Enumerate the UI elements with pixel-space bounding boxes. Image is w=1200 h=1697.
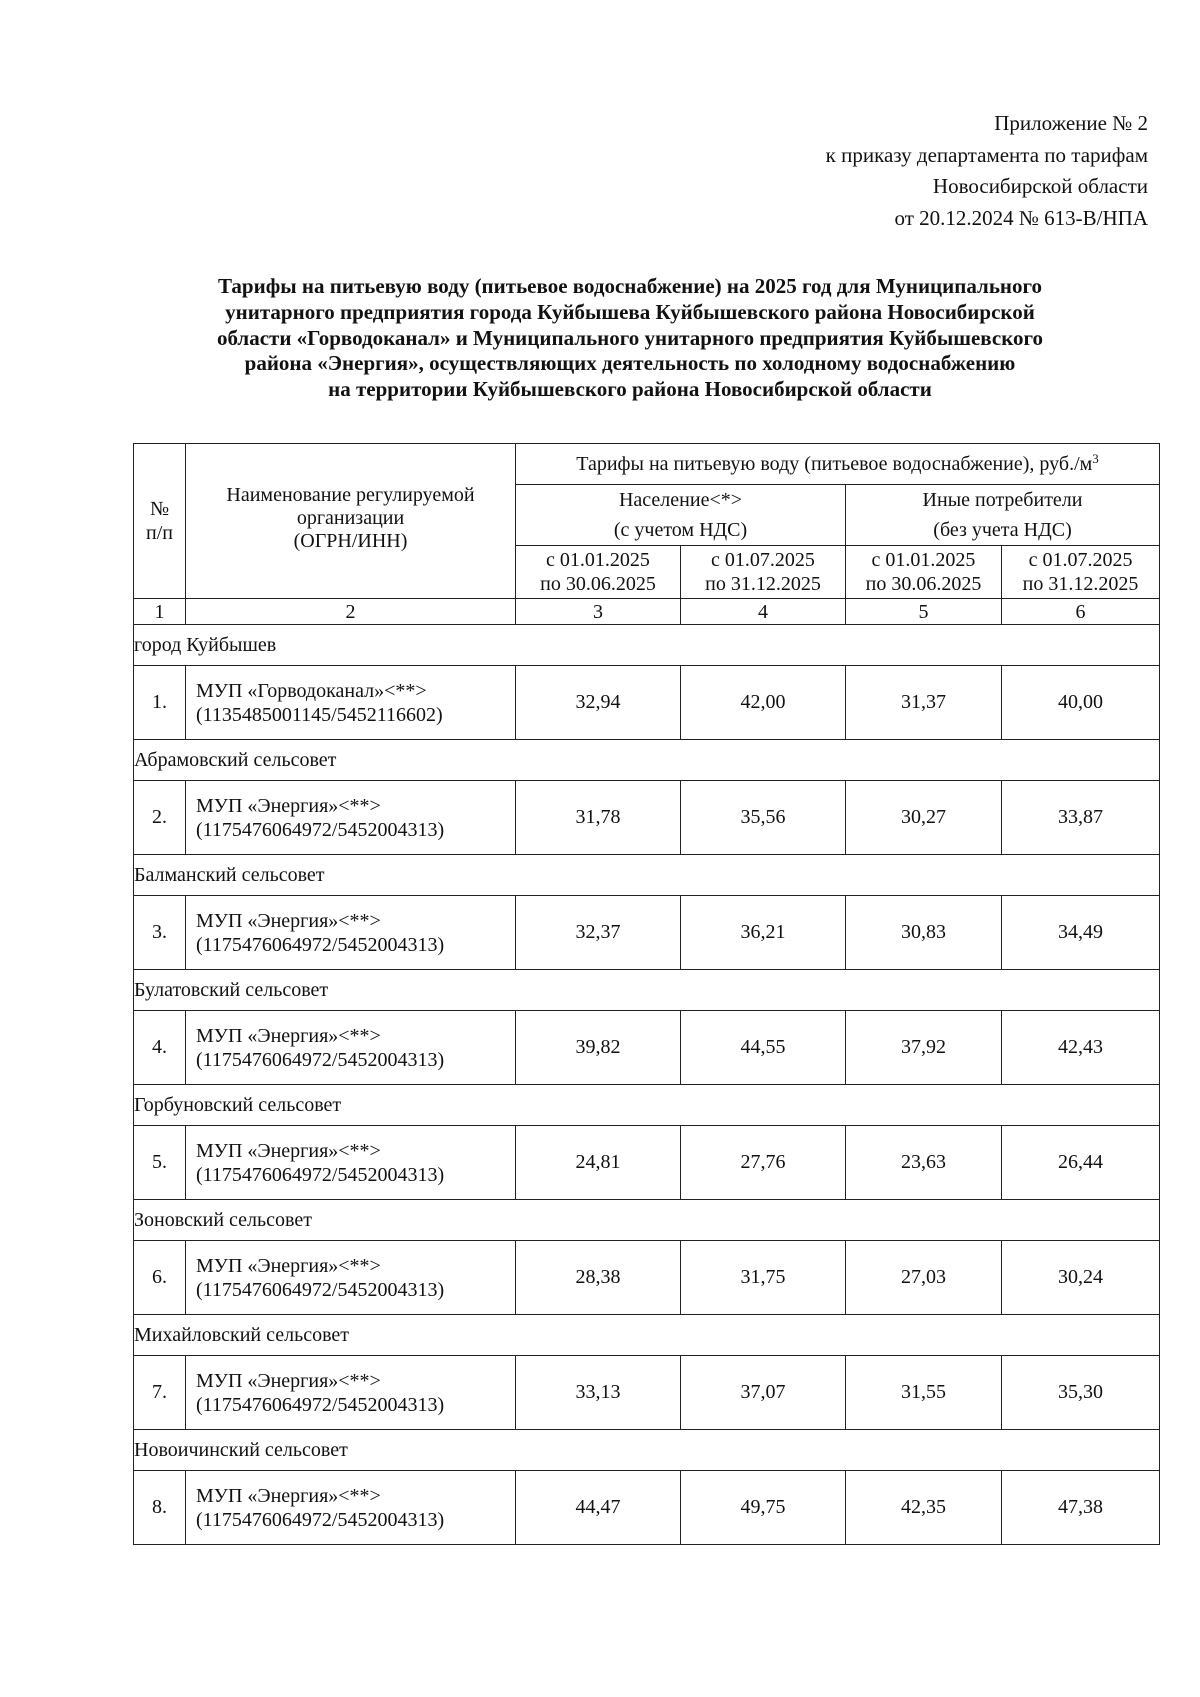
row-number: 2. bbox=[134, 781, 186, 855]
appendix-line: от 20.12.2024 № 613-В/НПА bbox=[894, 205, 1148, 230]
period-to: по 31.12.2025 bbox=[705, 573, 821, 595]
header-population-title: Население<*> bbox=[618, 489, 743, 511]
tariff-value: 30,27 bbox=[846, 781, 1002, 855]
column-number: 2 bbox=[186, 599, 516, 625]
title-line: унитарного предприятия города Куйбышева Куйбышевского района Новосибирской bbox=[225, 299, 1035, 324]
header-number-label: п/п bbox=[146, 522, 173, 544]
org-name-cell bbox=[186, 781, 516, 855]
tariff-value: 27,03 bbox=[846, 1241, 1002, 1315]
org-ids: (1175476064972/5452004313) bbox=[196, 818, 445, 841]
org-name: МУП «Энергия»<**> bbox=[196, 909, 381, 932]
row-number: 3. bbox=[134, 896, 186, 970]
tariff-value: 32,94 bbox=[516, 666, 681, 740]
tariff-row bbox=[134, 1471, 1160, 1545]
title-line: Тарифы на питьевую воду (питьевое водоснабжение) на 2025 год для Муниципального bbox=[217, 274, 1043, 298]
column-number: 5 bbox=[846, 599, 1002, 625]
org-name: МУП «Энергия»<**> bbox=[196, 1024, 381, 1047]
org-name-cell bbox=[186, 1241, 516, 1315]
period-from: с 01.01.2025 bbox=[871, 549, 976, 571]
tariff-row bbox=[134, 1126, 1160, 1200]
header-row bbox=[134, 444, 1160, 485]
tariff-value: 28,38 bbox=[516, 1241, 681, 1315]
org-name-cell bbox=[186, 1011, 516, 1085]
org-ids: (1175476064972/5452004313) bbox=[196, 933, 445, 956]
header-tariffs-cell bbox=[516, 444, 1160, 485]
org-name: МУП «Энергия»<**> bbox=[196, 1484, 381, 1507]
period-to: по 30.06.2025 bbox=[865, 573, 982, 595]
tariff-row bbox=[134, 896, 1160, 970]
tariff-row bbox=[134, 781, 1160, 855]
org-name-cell bbox=[186, 896, 516, 970]
column-number-row bbox=[134, 599, 1160, 625]
row-number: 4. bbox=[134, 1011, 186, 1085]
row-number: 6. bbox=[134, 1241, 186, 1315]
tariff-value: 32,37 bbox=[516, 896, 681, 970]
header-tariffs-unit-superscript: 3 bbox=[1092, 451, 1099, 466]
header-number-symbol: № bbox=[149, 498, 170, 520]
tariff-value: 31,78 bbox=[516, 781, 681, 855]
org-name-cell bbox=[186, 1356, 516, 1430]
org-ids: (1175476064972/5452004313) bbox=[196, 1163, 445, 1186]
header-period-cell bbox=[1002, 546, 1160, 599]
tariff-value: 35,30 bbox=[1002, 1356, 1160, 1430]
row-number: 7. bbox=[134, 1356, 186, 1430]
appendix-line: Приложение № 2 bbox=[994, 111, 1148, 135]
tariff-value: 47,38 bbox=[1002, 1471, 1160, 1545]
tariff-value: 31,37 bbox=[846, 666, 1002, 740]
tariff-value: 36,21 bbox=[681, 896, 846, 970]
org-name: МУП «Энергия»<**> bbox=[196, 1254, 381, 1277]
period-from: с 01.01.2025 bbox=[546, 549, 650, 571]
tariff-row bbox=[134, 1241, 1160, 1315]
district-name: Абрамовский сельсовет bbox=[134, 740, 1160, 781]
tariff-value: 44,55 bbox=[681, 1011, 846, 1085]
district-name: Булатовский сельсовет bbox=[134, 970, 1160, 1011]
org-name: МУП «Энергия»<**> bbox=[196, 794, 381, 817]
header-others-cell bbox=[846, 485, 1160, 546]
column-number: 4 bbox=[681, 599, 846, 625]
district-row bbox=[134, 1200, 1160, 1241]
tariff-value: 42,00 bbox=[681, 666, 846, 740]
appendix-block bbox=[826, 108, 1148, 234]
org-name: МУП «Энергия»<**> bbox=[196, 1369, 381, 1392]
district-name: Новоичинский сельсовет bbox=[134, 1430, 1160, 1471]
district-row bbox=[134, 970, 1160, 1011]
tariff-value: 37,92 bbox=[846, 1011, 1002, 1085]
tariff-value: 27,76 bbox=[681, 1126, 846, 1200]
header-org-name-cell bbox=[186, 444, 516, 599]
org-name: МУП «Горводоканал»<**> bbox=[196, 679, 427, 702]
header-others-title: Иные потребители bbox=[922, 489, 1083, 511]
tariff-value: 24,81 bbox=[516, 1126, 681, 1200]
tariff-value: 31,55 bbox=[846, 1356, 1002, 1430]
org-name-cell bbox=[186, 1471, 516, 1545]
period-from: с 01.07.2025 bbox=[711, 549, 815, 571]
tariff-value: 30,83 bbox=[846, 896, 1002, 970]
org-ids: (1175476064972/5452004313) bbox=[196, 1278, 445, 1301]
tariff-row bbox=[134, 666, 1160, 740]
org-ids: (1175476064972/5452004313) bbox=[196, 1393, 445, 1416]
title-line: района «Энергия», осуществляющих деятельность по холодному водоснабжению bbox=[244, 351, 1016, 376]
tariff-value: 35,56 bbox=[681, 781, 846, 855]
header-period-cell bbox=[681, 546, 846, 599]
column-number: 1 bbox=[134, 599, 186, 625]
header-org-name-line: (ОГРН/ИНН) bbox=[293, 530, 408, 552]
tariff-value: 33,87 bbox=[1002, 781, 1160, 855]
column-number: 6 bbox=[1002, 599, 1160, 625]
header-period-cell bbox=[516, 546, 681, 599]
header-number-cell bbox=[134, 444, 186, 599]
tariff-value: 42,43 bbox=[1002, 1011, 1160, 1085]
tariff-value: 33,13 bbox=[516, 1356, 681, 1430]
tariff-value: 40,00 bbox=[1002, 666, 1160, 740]
period-from: с 01.07.2025 bbox=[1028, 549, 1133, 571]
tariff-value: 44,47 bbox=[516, 1471, 681, 1545]
district-name: город Куйбышев bbox=[134, 625, 1160, 666]
tariff-value: 34,49 bbox=[1002, 896, 1160, 970]
row-number: 5. bbox=[134, 1126, 186, 1200]
tariff-value: 23,63 bbox=[846, 1126, 1002, 1200]
title-line: на территории Куйбышевского района Новосибирской области bbox=[328, 377, 932, 402]
header-population-cell bbox=[516, 485, 846, 546]
appendix-line: Новосибирской области bbox=[932, 174, 1148, 198]
header-population-vat: (с учетом НДС) bbox=[613, 519, 748, 541]
header-others-vat: (без учета НДС) bbox=[933, 519, 1072, 541]
org-name: МУП «Энергия»<**> bbox=[196, 1139, 381, 1162]
district-row bbox=[134, 1430, 1160, 1471]
row-number: 8. bbox=[134, 1471, 186, 1545]
district-row bbox=[134, 740, 1160, 781]
header-period-cell bbox=[846, 546, 1002, 599]
tariff-value: 37,07 bbox=[681, 1356, 846, 1430]
district-row bbox=[134, 625, 1160, 666]
district-row bbox=[134, 1085, 1160, 1126]
appendix-line: к приказу департамента по тарифам bbox=[825, 142, 1148, 167]
tariff-value: 39,82 bbox=[516, 1011, 681, 1085]
tariff-value: 30,24 bbox=[1002, 1241, 1160, 1315]
tariff-table bbox=[133, 443, 1160, 1545]
header-org-name-line: Наименование регулируемой bbox=[226, 484, 475, 506]
header-org-name-line: организации bbox=[296, 507, 405, 529]
district-name: Зоновский сельсовет bbox=[134, 1200, 1160, 1241]
org-name-cell bbox=[186, 666, 516, 740]
district-name: Горбуновский сельсовет bbox=[134, 1085, 1160, 1126]
row-number: 1. bbox=[134, 666, 186, 740]
tariff-value: 49,75 bbox=[681, 1471, 846, 1545]
org-ids: (1175476064972/5452004313) bbox=[196, 1508, 445, 1531]
district-name: Балманский сельсовет bbox=[134, 855, 1160, 896]
column-number: 3 bbox=[516, 599, 681, 625]
district-name: Михайловский сельсовет bbox=[134, 1315, 1160, 1356]
tariff-row bbox=[134, 1011, 1160, 1085]
org-name-cell bbox=[186, 1126, 516, 1200]
org-ids: (1135485001145/5452116602) bbox=[196, 703, 443, 726]
district-row bbox=[134, 855, 1160, 896]
tariff-value: 42,35 bbox=[846, 1471, 1002, 1545]
district-row bbox=[134, 1315, 1160, 1356]
tariff-value: 26,44 bbox=[1002, 1126, 1160, 1200]
header-tariffs-text: Тарифы на питьевую воду (питьевое водоснабжение), руб./м bbox=[576, 453, 1093, 475]
period-to: по 30.06.2025 bbox=[540, 573, 656, 595]
org-ids: (1175476064972/5452004313) bbox=[196, 1048, 445, 1071]
period-to: по 31.12.2025 bbox=[1022, 573, 1139, 595]
title-line: области «Горводоканал» и Муниципального унитарного предприятия Куйбышевского bbox=[216, 325, 1044, 350]
tariff-row bbox=[134, 1356, 1160, 1430]
document-title bbox=[130, 274, 1130, 403]
tariff-value: 31,75 bbox=[681, 1241, 846, 1315]
